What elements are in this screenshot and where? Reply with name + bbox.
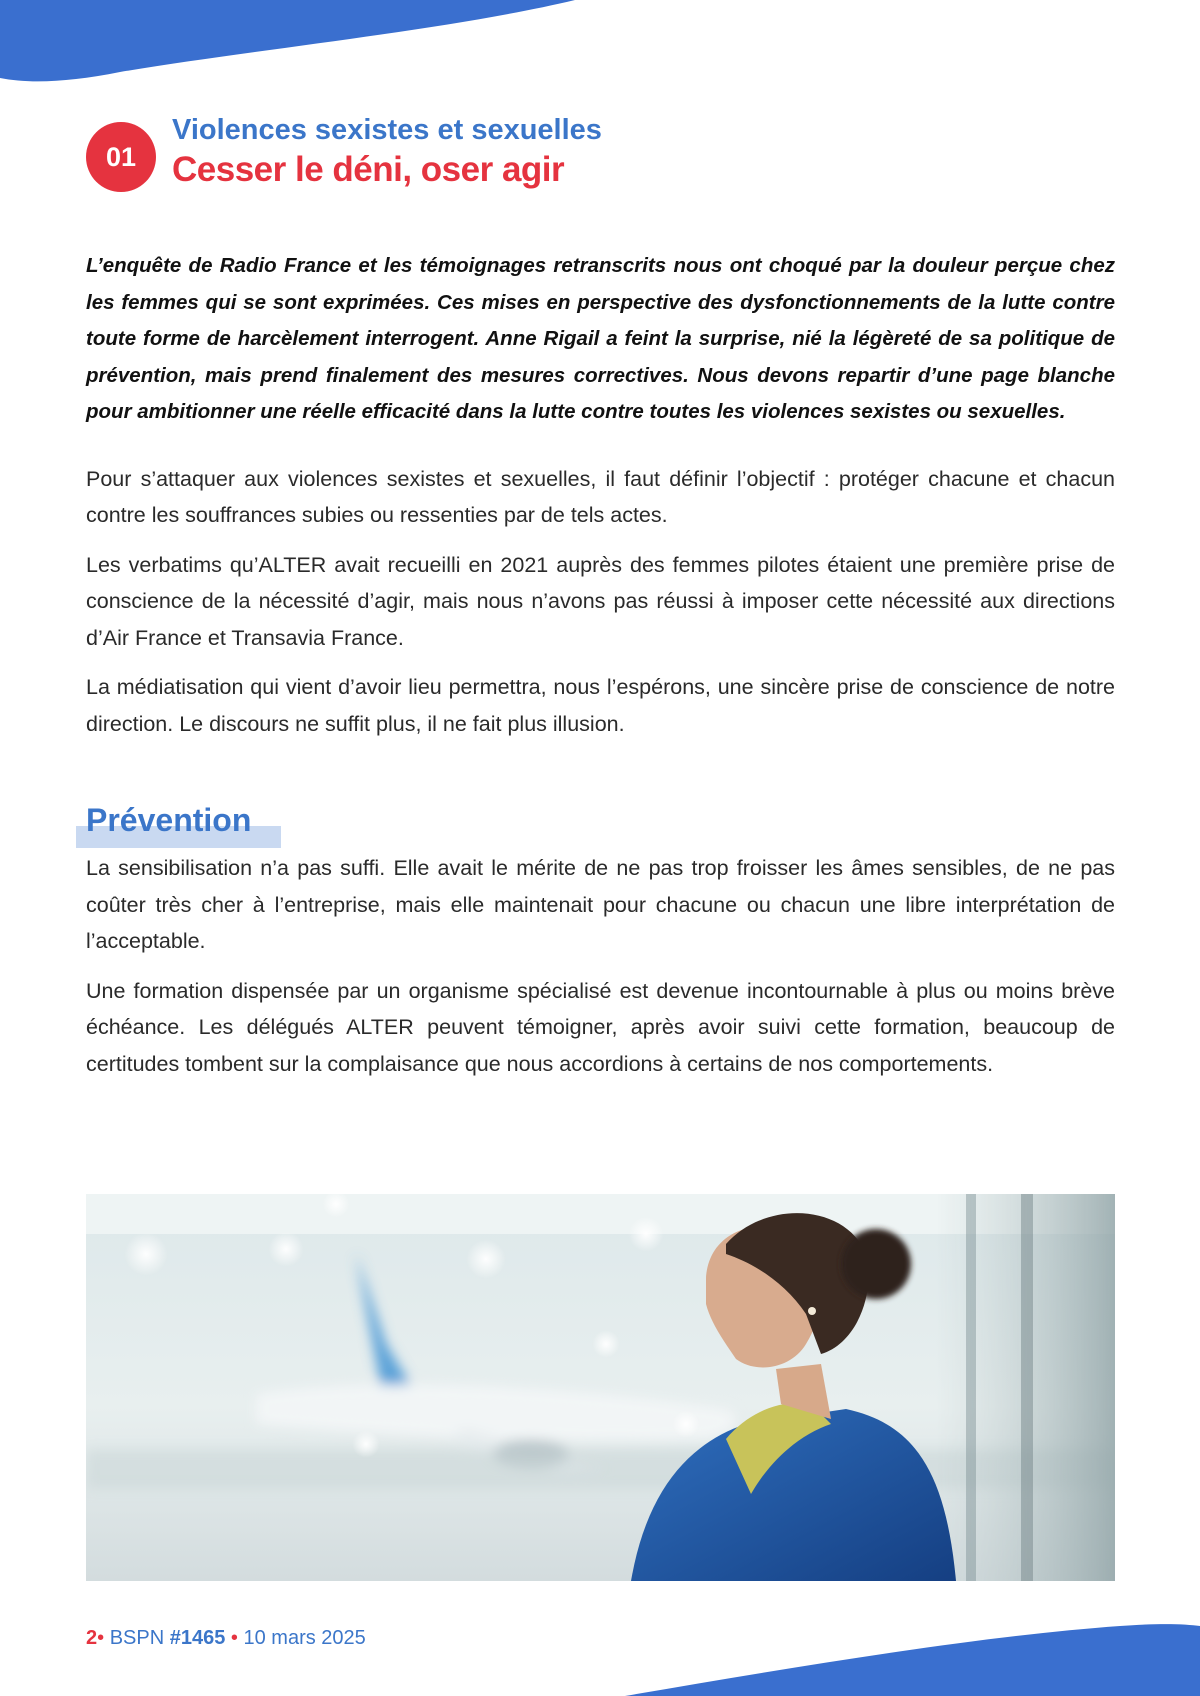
publication-date: 10 mars 2025 <box>243 1627 366 1649</box>
paragraph: Pour s’attaquer aux violences sexistes et sexuelles, il faut définir l’objectif : protéger chacune et chacun contre les souffrances subies ou ressenties par de tels actes. <box>86 466 1115 527</box>
section-kicker: Violences sexistes et sexuelles <box>172 114 602 146</box>
paragraph: La médiatisation qui vient d’avoir lieu permettra, nous l’espérons, une sincère prise de conscience de notre direction. Le discours ne suffit plus, il ne fait plus illusion. <box>86 675 1115 736</box>
flight-attendant-photo <box>86 1194 1115 1581</box>
prevention-heading: Prévention <box>86 802 252 838</box>
page-number: 2 <box>86 1627 98 1649</box>
lead-paragraph: L’enquête de Radio France et les témoignages retranscrits nous ont choqué par la douleur perçue chez les femmes qui se sont exprimées. Ces mises en perspective des dysfonctionnements de la lutte contre toute forme de harcèlement interrogent. Anne Rigail a feint la surprise, nié la légèreté de sa politique de prévention, mais prend finalement des mesures correctives. Nous devons repartir d’une page blanche pour ambitionner une réelle efficacité dans la lutte contre toutes les violences sexistes ou sexuelles. <box>86 254 1115 423</box>
article-body <box>86 248 1115 1082</box>
paragraph: Les verbatims qu’ALTER avait recueilli en 2021 auprès des femmes pilotes étaient une première prise de conscience de la nécessité d’agir, mais nous n’avons pas réussi à imposer cette nécessité aux directions d’Air France et Transavia France. <box>86 552 1115 650</box>
section-header <box>86 114 1116 204</box>
paragraph: La sensibilisation n’a pas suffi. Elle avait le mérite de ne pas trop froisser les âmes sensibles, de ne pas coûter très cher à l’entreprise, mais elle maintenait pour chacune ou chacun une libre interprétation de l’acceptable. <box>86 856 1115 953</box>
publication-name: BSPN <box>109 1627 165 1649</box>
issue-number: #1465 <box>169 1627 226 1649</box>
top-wave-decoration <box>0 0 600 90</box>
section-number-badge: 01 <box>86 122 156 192</box>
bottom-wave-decoration <box>600 1606 1200 1696</box>
paragraph: Une formation dispensée par un organisme spécialisé est devenue incontournable à plus ou moins brève échéance. Les délégués ALTER peuvent témoigner, après avoir suivi cette formation, beaucoup de certitudes tombent sur la complaisance que nous accordions à certains de nos comportements. <box>86 978 1115 1076</box>
footer-separator: • <box>97 1627 105 1649</box>
prevention-heading-block <box>86 802 1115 846</box>
page-footer <box>86 1627 366 1650</box>
footer-separator: • <box>230 1627 238 1649</box>
page-title: Cesser le déni, oser agir <box>172 150 565 189</box>
